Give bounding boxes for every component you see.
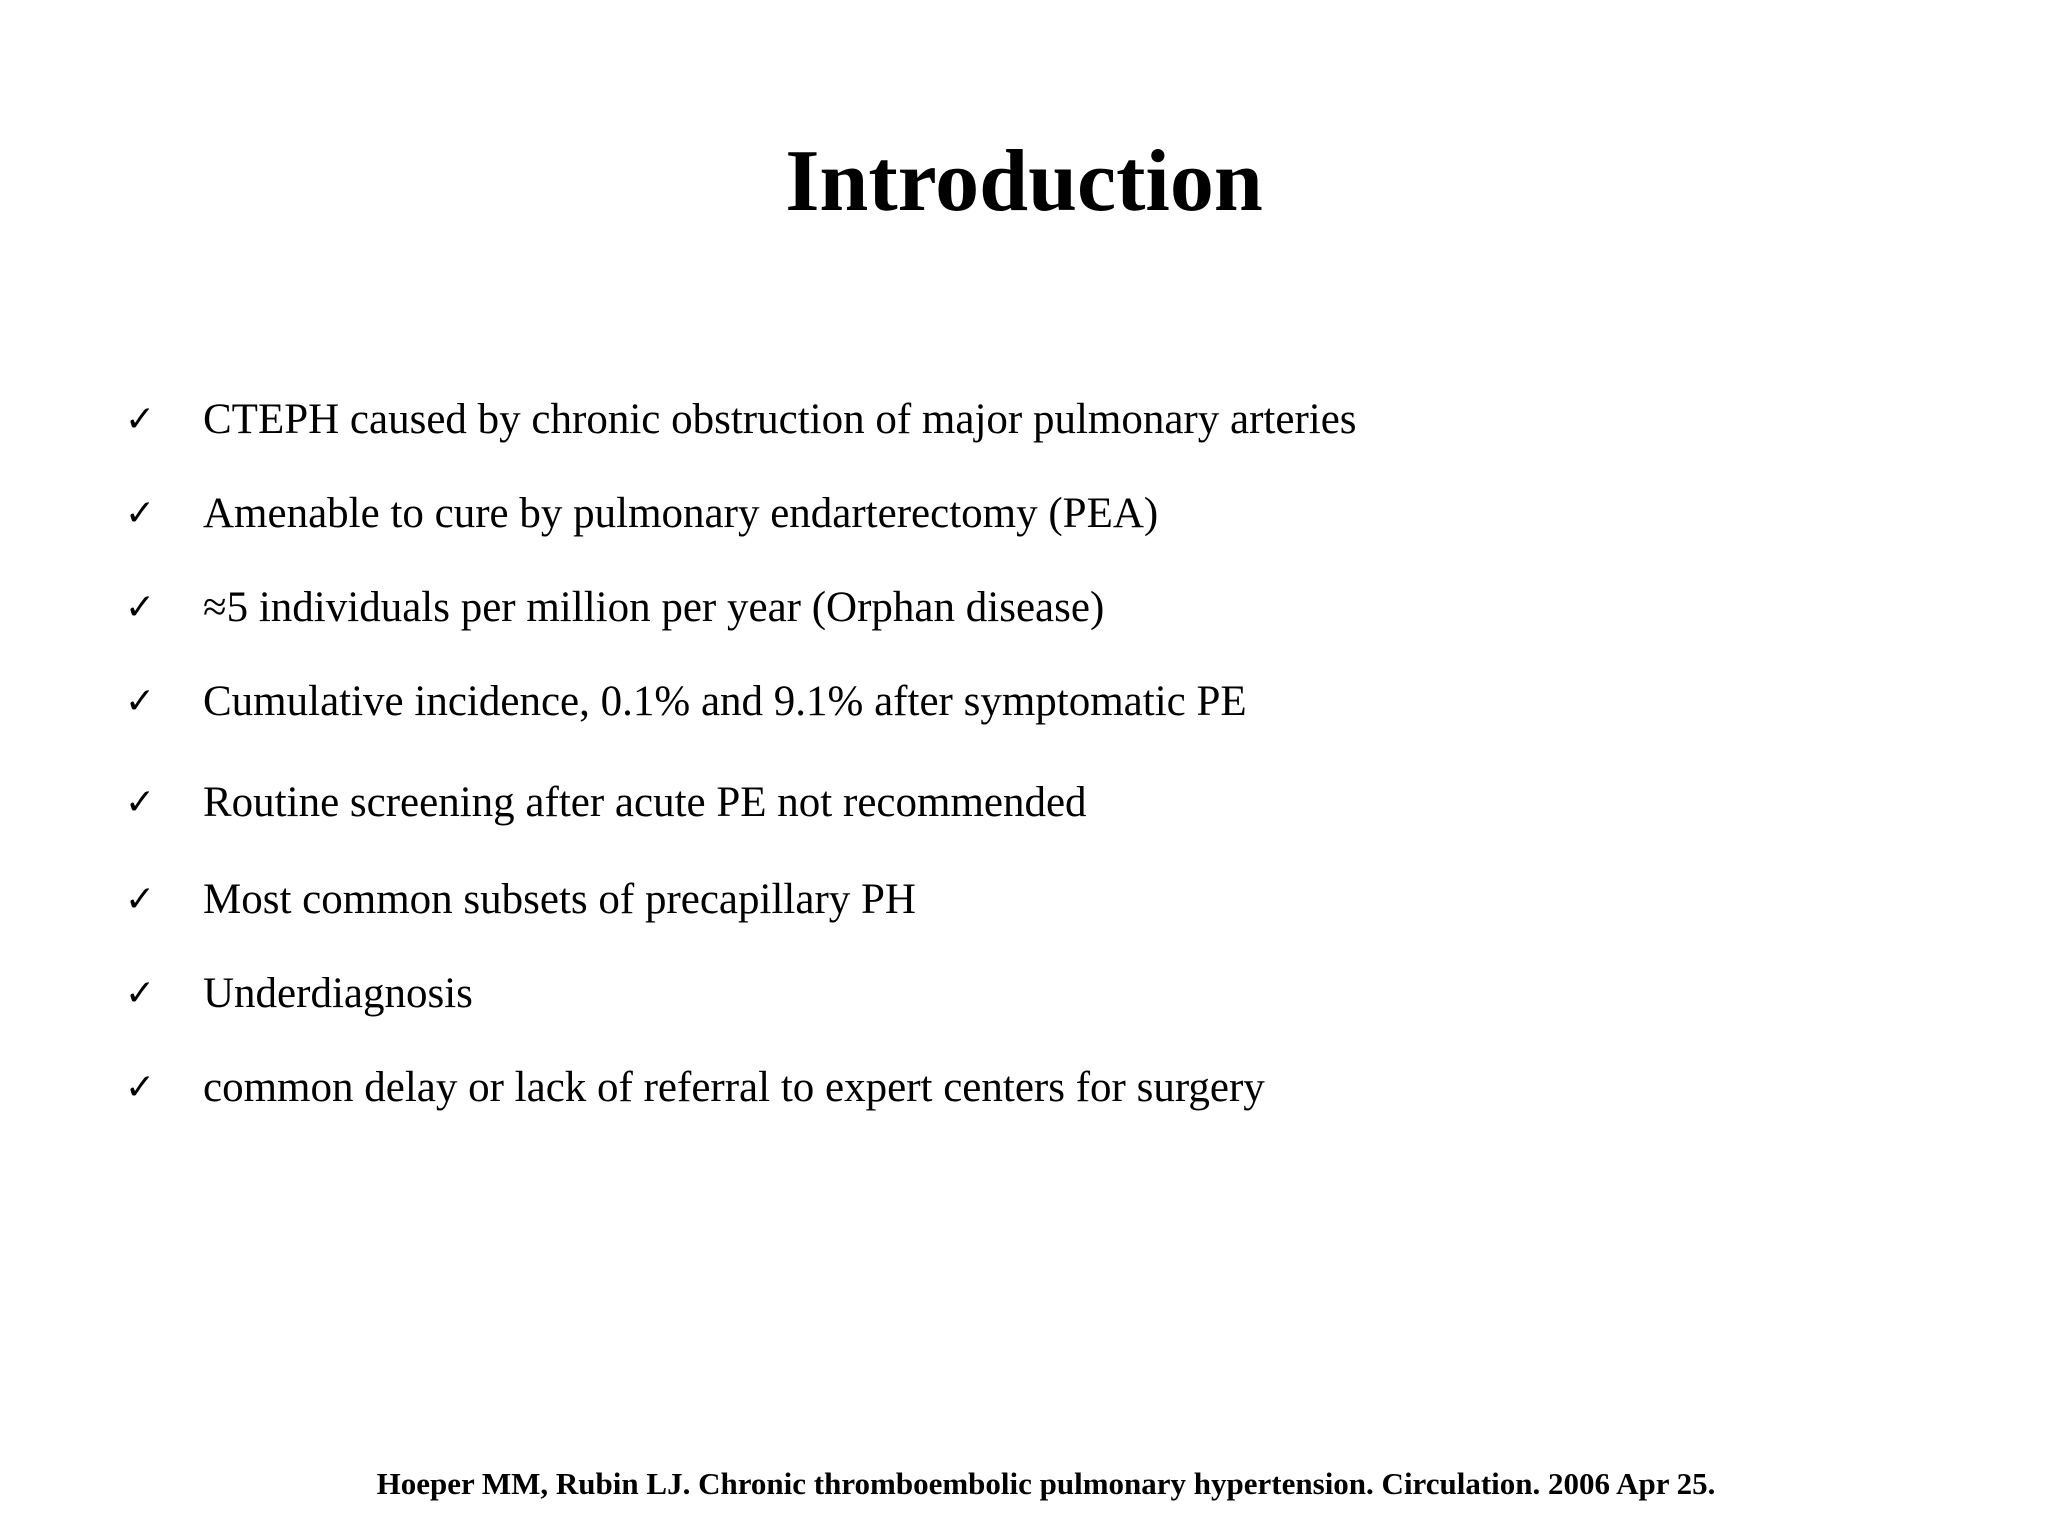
bullet-text: ≈5 individuals per million per year (Orphan disease) — [203, 584, 1105, 631]
checkmark-icon: ✓ — [125, 399, 156, 440]
bullet-text: Underdiagnosis — [203, 970, 473, 1017]
bullet-text: CTEPH caused by chronic obstruction of major pulmonary arteries — [203, 396, 1357, 443]
bullet-text: Routine screening after acute PE not recommended — [203, 779, 1087, 826]
citation-reference: Hoeper MM, Rubin LJ. Chronic thromboembolic pulmonary hypertension. Circulation. 2006 Apr 25. — [376, 1466, 1716, 1501]
bullet-text: common delay or lack of referral to expert centers for surgery — [203, 1064, 1265, 1111]
bullet-text: Cumulative incidence, 0.1% and 9.1% after symptomatic PE — [203, 678, 1247, 725]
checkmark-icon: ✓ — [125, 587, 156, 628]
checkmark-icon: ✓ — [125, 782, 156, 823]
checkmark-icon: ✓ — [125, 1067, 156, 1108]
slide-title: Introduction — [785, 133, 1263, 230]
bullet-text: Amenable to cure by pulmonary endarterectomy (PEA) — [203, 490, 1159, 537]
checkmark-icon: ✓ — [125, 681, 156, 722]
bullet-text: Most common subsets of precapillary PH — [203, 876, 916, 923]
checkmark-icon: ✓ — [125, 879, 156, 920]
checkmark-icon: ✓ — [125, 493, 156, 534]
checkmark-icon: ✓ — [125, 973, 156, 1014]
